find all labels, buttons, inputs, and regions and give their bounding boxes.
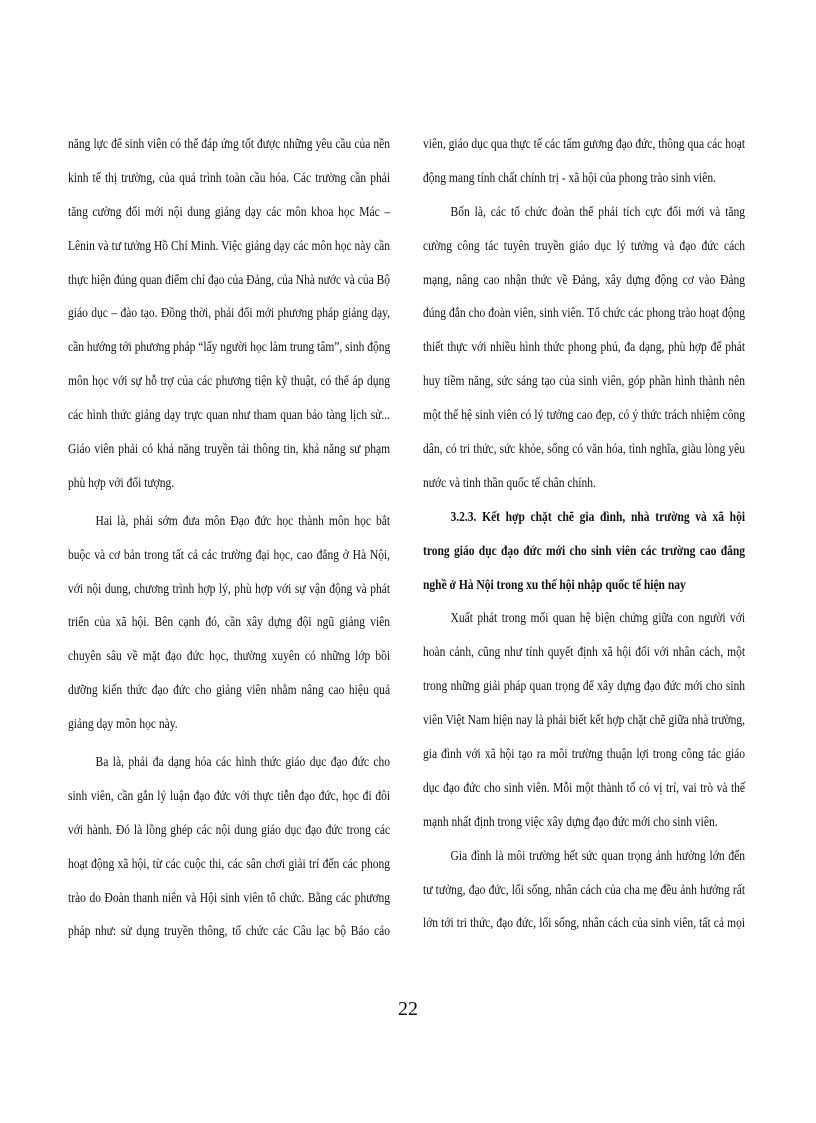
text-line: lớn tới tri thức, đạo đức, lối sống, nhân cách của sinh viên, tất cả mọi [423, 915, 746, 931]
text-line: cường công tác tuyên truyền giáo dục lý tưởng và đạo đức cách [423, 237, 746, 253]
text-line: Lênin và tư tưởng Hồ Chí Minh. Việc giảng dạy các môn học này cần [68, 237, 391, 253]
text-line: hoạt động xã hội, từ các cuộc thi, các sân chơi giải trí đến các phong [68, 855, 391, 871]
text-line: mạnh nhất định trong việc xây dựng đạo đức mới cho sinh viên. [423, 813, 718, 829]
text-line: chuyên sâu về mặt đạo đức học, thường xuyên có những lớp bồi [68, 648, 391, 664]
text-line: viên, giáo dục qua thực tế các tấm gương đạo đức, thông qua các hoạt [423, 136, 746, 151]
text-line: động mang tính chất chính trị - xã hội của phong trào sinh viên. [423, 169, 716, 185]
page-number: 22 [398, 998, 418, 1020]
text-line: giảng dạy môn học này. [68, 716, 178, 732]
text-line: Giáo viên phải có khả năng truyền tải thông tin, khả năng sư phạm [68, 441, 391, 457]
text-line: triển của xã hội. Bên cạnh đó, cần xây dựng đội ngũ giảng viên [68, 614, 391, 630]
text-line: với hành. Đó là lồng ghép các nội dung giáo dục đạo đức trong các [68, 821, 391, 837]
text-line: môn học với sự hỗ trợ của các phương tiện kỹ thuật, có thể áp dụng [68, 373, 391, 389]
paragraph-start-line: Hai là, phải sớm đưa môn Đạo đức học thành môn học bắt [95, 512, 391, 528]
text-line: viên Việt Nam hiện nay là phải biết kết hợp chặt chẽ giữa nhà trường, [423, 712, 746, 728]
text-line: pháp như: sử dụng truyền thông, tổ chức các Câu lạc bộ Báo cáo [68, 923, 391, 939]
section-heading: 3.2.3. Kết hợp chặt chẽ gia đình, nhà trường và xã hội [450, 508, 746, 524]
left-column [68, 127, 390, 948]
text-line: mạng, nâng cao nhận thức về Đảng, xây dựng động cơ vào Đảng [423, 271, 746, 287]
text-line: gia đình với xã hội tạo ra môi trường thuận lợi trong công tác giáo [423, 746, 746, 762]
text-line: trong những giải pháp quan trọng để xây dựng đạo đức mới cho sinh [423, 678, 746, 694]
text-line: cần hướng tới phương pháp “lấy người học làm trung tâm”, sinh động [68, 339, 391, 355]
text-line: tăng cường đổi mới nội dung giảng dạy các môn khoa học Mác – [68, 203, 391, 219]
text-line: đúng đắn cho đoàn viên, sinh viên. Tổ chức các phong trào hoạt động [423, 305, 746, 321]
text-line: thiết thực với nhiều hình thức phong phú, đa dạng, phù hợp để phát [423, 339, 746, 355]
text-line: dân, có tri thức, sức khỏe, sống có văn hóa, tình nghĩa, giàu lòng yêu [423, 441, 746, 457]
text-line: các hình thức giảng dạy trực quan như tham quan bảo tàng lịch sử... [68, 407, 391, 423]
paragraph-start-line: Gia đình là môi trường hết sức quan trọng ảnh hưởng lớn đến [450, 847, 746, 863]
text-line: nước và tinh thần quốc tế chân chính. [423, 474, 596, 490]
text-line: một thế hệ sinh viên có lý tưởng cao đẹp, có ý thức trách nhiệm công [423, 407, 746, 423]
text-line: trào do Đoàn thanh niên và Hội sinh viên tổ chức. Bằng các phương [68, 889, 391, 905]
section-heading: trong giáo dục đạo đức mới cho sinh viên các trường cao đẳng [423, 542, 746, 558]
text-line: với nội dung, chương trình hợp lý, phù hợp với sự vận động và phát [68, 580, 391, 596]
text-line: giáo dục – đào tạo. Đồng thời, phải đổi mới phương pháp giảng dạy, [68, 305, 391, 321]
paragraph-start-line: Bốn là, các tổ chức đoàn thể phải tích cực đổi mới và tăng [450, 203, 746, 219]
text-line: huy tiềm năng, sức sáng tạo của sinh viên, góp phần hình thành nên [423, 373, 746, 389]
right-column [423, 127, 745, 940]
text-line: thực hiện đúng quan điểm chỉ đạo của Đảng, của Nhà nước và của Bộ [68, 271, 391, 287]
text-line: kinh tế thị trường, của quá trình toàn cầu hóa. Các trường cần phải [68, 169, 391, 185]
text-line: hoàn cảnh, cũng như tính quyết định xã hội đối với nhân cách, một [423, 644, 746, 660]
paragraph-start-line: Ba là, phải đa dạng hóa các hình thức giáo dục đạo đức cho [95, 754, 391, 770]
text-line: năng lực để sinh viên có thể đáp ứng tốt được những yêu cầu của nền [68, 136, 391, 151]
text-line: tư tưởng, đạo đức, lối sống, nhân cách của cha mẹ đều ảnh hưởng rất [423, 881, 746, 897]
text-line: dục đạo đức cho sinh viên. Mỗi một thành tố có vị trí, vai trò và thế [423, 779, 746, 795]
section-heading: nghề ở Hà Nội trong xu thế hội nhập quốc tế hiện nay [423, 576, 686, 592]
text-line: phù hợp với đối tượng. [68, 474, 175, 490]
paragraph-start-line: Xuất phát trong mối quan hệ biện chứng giữa con người với [450, 610, 746, 626]
text-line: dưỡng kiến thức đạo đức cho giảng viên nhằm nâng cao hiệu quả [68, 682, 391, 698]
text-line: buộc và cơ bản trong tất cả các trường đại học, cao đẳng ở Hà Nội, [68, 546, 391, 562]
text-line: sinh viên, cần gắn lý luận đạo đức với thực tiễn đạo đức, học đi đôi [68, 787, 391, 803]
